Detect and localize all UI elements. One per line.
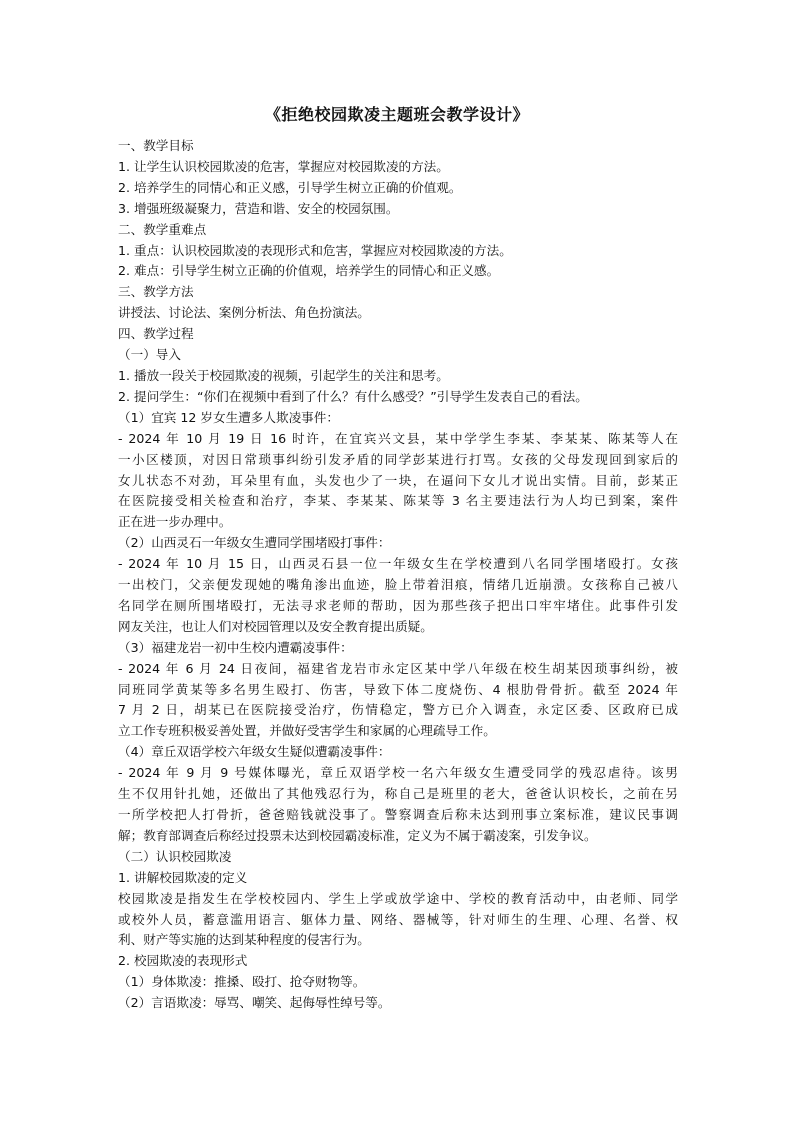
document-line: 一出校门，父亲便发现她的嘴角渗出血迹，脸上带着泪痕，情绪几近崩溃。女孩称自己被八 (118, 577, 678, 593)
document-line: 2. 培养学生的同情心和正义感，引导学生树立正确的价值观。 (118, 179, 462, 195)
document-line: 或校外人员，蓄意滥用语言、躯体力量、网络、器械等，针对师生的生理、心理、名誉、权 (118, 911, 678, 927)
document-line: （3）福建龙岩一初中生校内遭霸凌事件： (118, 639, 353, 655)
document-line: 2. 提问学生：“你们在视频中看到了什么？有什么感受？”引导学生发表自己的看法。 (118, 388, 588, 404)
document-line: （4）章丘双语学校六年级女生疑似遭霸凌事件： (118, 744, 391, 760)
document-line: 3. 增强班级凝聚力，营造和谐、安全的校园氛围。 (118, 200, 399, 216)
document-line: 1. 让学生认识校园欺凌的危害，掌握应对校园欺凌的方法。 (118, 158, 449, 174)
document-line: 四、教学过程 (118, 326, 194, 342)
document-line: 一、教学目标 (118, 138, 194, 153)
document-line: - 2024 年 10 月 15 日，山西灵石县一位一年级女生在学校遭到八名同学围堵殴打。女孩 (118, 556, 678, 572)
document-line: 1. 讲解校园欺凌的定义 (118, 869, 248, 885)
document-line: - 2024 年 6 月 24 日夜间，福建省龙岩市永定区某中学八年级在校生胡某因琐事纠纷，被 (118, 660, 678, 676)
document-line: 解；教育部调查后称经过投票未达到校园霸凌标准，定义为不属于霸凌案，引发争议。 (118, 827, 597, 843)
document-line: （2）言语欺凌：辱骂、嘲笑、起侮辱性绰号等。 (118, 995, 391, 1011)
document-line: 女儿状态不对劲，耳朵里有血，头发也少了一块，在逼问下女儿才说出实情。目前，彭某正 (118, 472, 678, 488)
document-body (118, 136, 678, 1014)
document-line: 正在进一步办理中。 (118, 514, 232, 530)
document-line: 生不仅用针扎她，还做出了其他残忍行为，称自己是班里的老大，爸爸认识校长，之前在另 (118, 786, 678, 802)
document-line: 立工作专班积极妥善处置，并做好受害学生和家属的心理疏导工作。 (118, 723, 496, 739)
document-line: 1. 播放一段关于校园欺凌的视频，引起学生的关注和思考。 (118, 367, 449, 383)
document-line: 校园欺凌是指发生在学校校园内、学生上学或放学途中、学校的教育活动中，由老师、同学 (118, 890, 678, 906)
document-line: 2. 难点：引导学生树立正确的价值观，培养学生的同情心和正义感。 (118, 263, 500, 279)
document-line: （1）宜宾 12 岁女生遭多人欺凌事件： (118, 409, 339, 425)
document-line: 名同学在厕所围堵殴打，无法寻求老师的帮助，因为那些孩子把出口牢牢堵住。此事件引发 (118, 597, 678, 613)
document-title: 《拒绝校园欺凌主题班会教学设计》 (264, 105, 529, 124)
document-line: 一所学校把人打骨折，爸爸赔钱就没事了。警察调查后称未达到刑事立案标准，建议民事调 (118, 807, 678, 822)
document-line: 三、教学方法 (118, 284, 194, 300)
document-line: （二）认识校园欺凌 (118, 848, 232, 864)
document-line: 一小区楼顶，对因日常琐事纠纷引发矛盾的同学彭某进行打骂。女孩的父母发现回到家后的 (118, 451, 678, 467)
document-line: - 2024 年 10 月 19 日 16 时许，在宜宾兴文县，某中学学生李某、李某某、陈某等人在 (118, 430, 678, 446)
document-line: 二、教学重难点 (118, 221, 207, 237)
document-line: 2. 校园欺凌的表现形式 (118, 953, 248, 969)
document-line: 讲授法、讨论法、案例分析法、角色扮演法。 (118, 305, 370, 321)
document-line: 同班同学黄某等多名男生殴打、伤害，导致下体二度烧伤、4 根肋骨骨折。截至 2024 年 (118, 681, 678, 697)
document-line: （2）山西灵石一年级女生遭同学围堵殴打事件： (118, 535, 391, 551)
document-line: 利、财产等实施的达到某种程度的侵害行为。 (118, 932, 370, 948)
document-line: - 2024 年 9 月 9 号媒体曝光，章丘双语学校一名六年级女生遭受同学的残忍虐待。该男 (118, 765, 678, 781)
document-line: 在医院接受相关检查和治疗，李某、李某某、陈某等 3 名主要违法行为人均已到案，案件 (118, 493, 678, 509)
document-line: （1）身体欺凌：推搡、殴打、抢夺财物等。 (118, 974, 366, 990)
document-line: 1. 重点：认识校园欺凌的表现形式和危害，掌握应对校园欺凌的方法。 (118, 242, 512, 258)
document-line: 网友关注，也让人们对校园管理以及安全教育提出质疑。 (118, 618, 433, 634)
document-line: 7 月 2 日，胡某已在医院接受治疗，伤情稳定，警方已介入调查，永定区委、区政府已成 (118, 702, 678, 718)
document-line: （一）导入 (118, 347, 181, 363)
